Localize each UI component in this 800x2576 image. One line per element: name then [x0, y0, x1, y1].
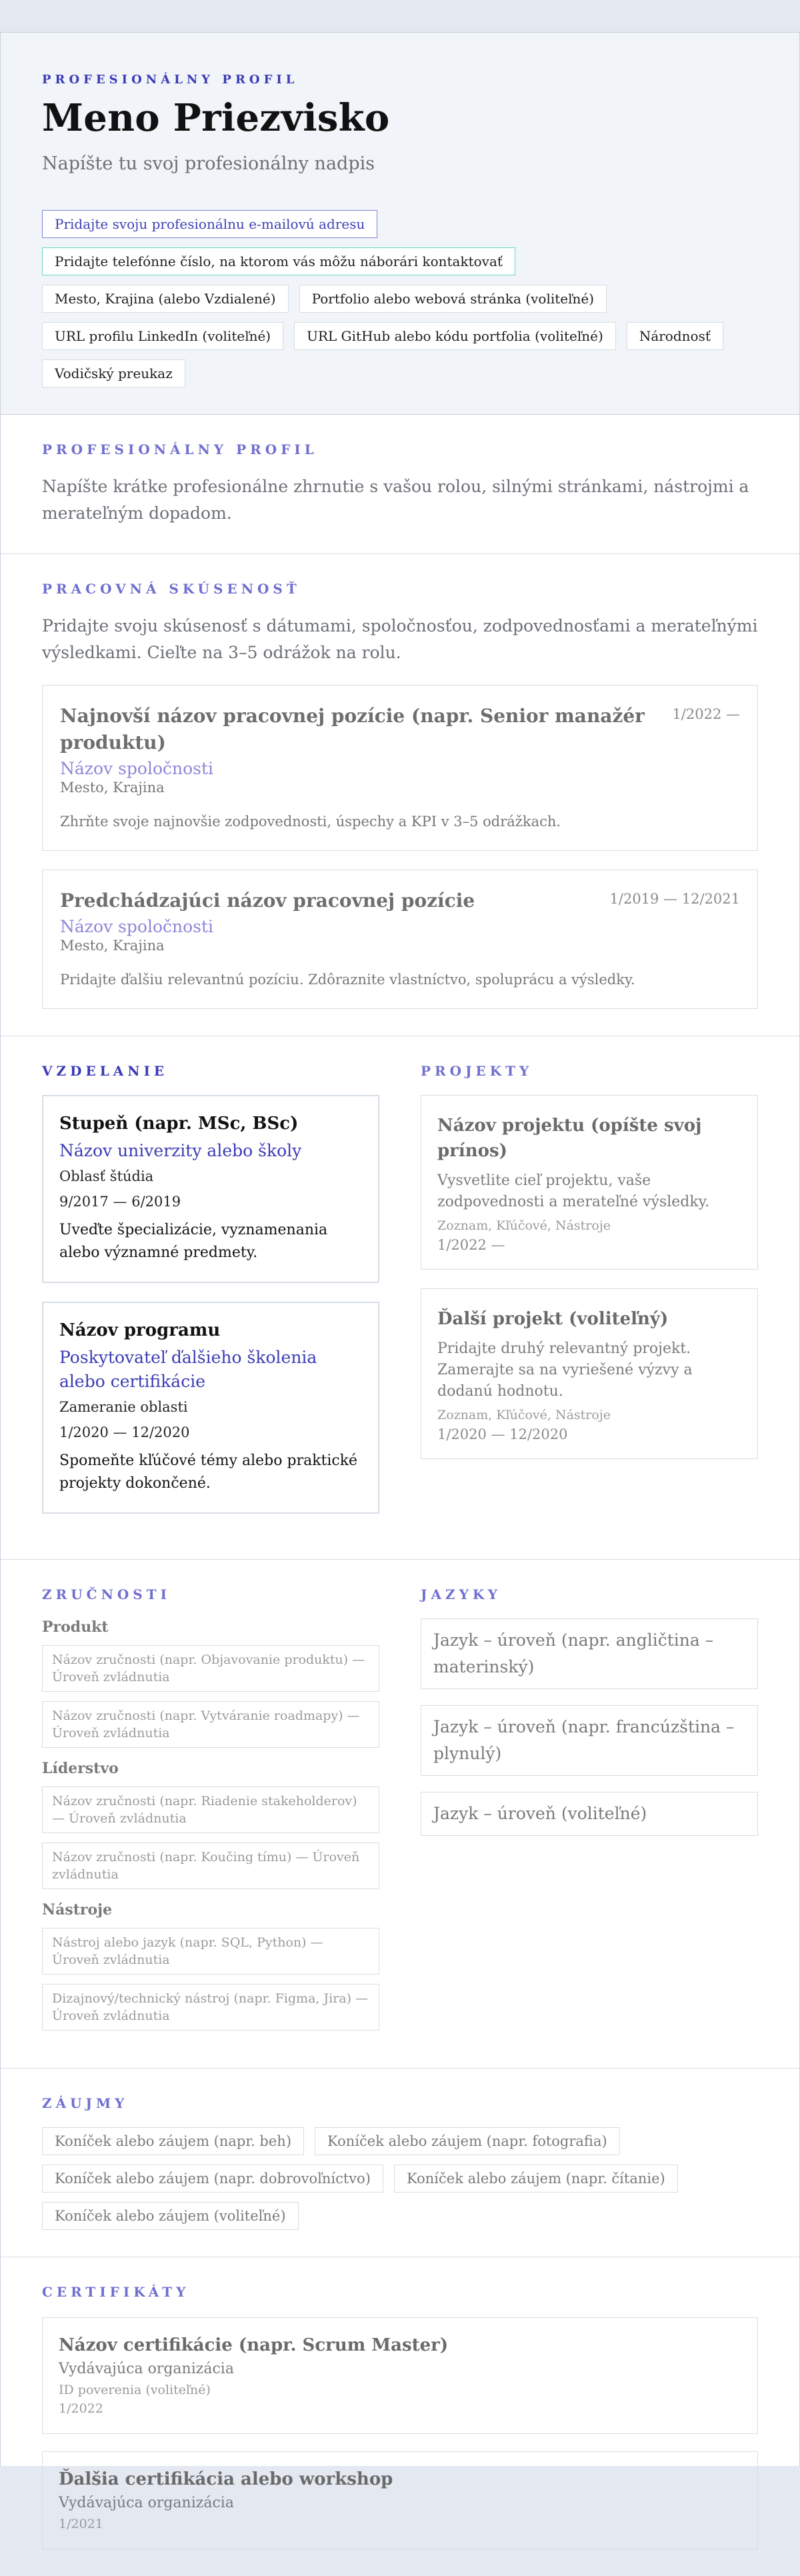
skill-item[interactable]: Názov zručnosti (napr. Vytváranie roadmapy) — Úroveň zvládnutia	[42, 1701, 379, 1748]
field-of-study: Oblasť štúdia	[59, 1168, 154, 1184]
experience-title: PRACOVNÁ SKÚSENOSŤ	[42, 581, 301, 597]
portfolio-chip[interactable]: Portfolio alebo webová stránka (voliteľné)	[299, 285, 607, 313]
nationality-chip[interactable]: Národnosť	[627, 322, 723, 350]
job-title: Predchádzajúci názov pracovnej pozície	[60, 890, 475, 912]
resume-page	[0, 32, 800, 2531]
certifications-title: CERTIFIKÁTY	[42, 2284, 190, 2300]
skill-item[interactable]: Názov zručnosti (napr. Objavovanie produktu) — Úroveň zvládnutia	[42, 1645, 379, 1692]
experience-section	[1, 554, 799, 1036]
linkedin-chip[interactable]: URL profilu LinkedIn (voliteľné)	[42, 322, 283, 350]
certification-name: Názov certifikácie (napr. Scrum Master)	[59, 2335, 449, 2355]
projects-title: PROJEKTY	[421, 1063, 533, 1079]
interest-chip[interactable]: Koníček alebo záujem (napr. čítanie)	[394, 2165, 678, 2193]
project-name: Ďalší projekt (voliteľný)	[437, 1309, 669, 1329]
language-item[interactable]: Jazyk – úroveň (napr. angličtina – materinský)	[421, 1618, 758, 1689]
drivers-license-chip[interactable]: Vodičský preukaz	[42, 359, 185, 387]
certification-id: ID poverenia (voliteľné)	[59, 2383, 211, 2397]
certification-issuer: Vydávajúca organizácia	[59, 2495, 234, 2511]
institution: Poskytovateľ ďalšieho školenia alebo certifikácie	[59, 1348, 317, 1391]
project-tags: Zoznam, Kľúčové, Nástroje	[437, 1408, 611, 1422]
job-title: Najnovší názov pracovnej pozície (napr. Senior manažér produktu)	[60, 705, 645, 754]
experience-item[interactable]	[42, 870, 758, 1009]
interest-chip[interactable]: Koníček alebo záujem (napr. dobrovoľníctvo)	[42, 2165, 383, 2193]
experience-lead[interactable]: Pridajte svoju skúsenosť s dátumami, spoločnosťou, zodpovednosťami a merateľnými výsledkami. Cieľte na 3–5 odrážok na rolu.	[42, 616, 758, 662]
skills-column	[42, 1586, 379, 2041]
experience-item-header	[60, 888, 740, 914]
skill-group	[42, 1760, 379, 1889]
education-date: 9/2017 — 6/2019	[59, 1194, 181, 1210]
contact-chips	[42, 210, 758, 387]
certification-name: Ďalšia certifikácia alebo workshop	[59, 2469, 393, 2489]
project-tags: Zoznam, Kľúčové, Nástroje	[437, 1218, 611, 1233]
project-item[interactable]	[421, 1288, 758, 1459]
education-item[interactable]	[42, 1302, 379, 1514]
skill-item[interactable]: Názov zručnosti (napr. Koučing tímu) — Úroveň zvládnutia	[42, 1842, 379, 1889]
skill-group	[42, 1618, 379, 1748]
certification-issuer: Vydávajúca organizácia	[59, 2361, 234, 2377]
job-description: Zhrňte svoje najnovšie zodpovednosti, úspechy a KPI v 3–5 odrážkach.	[60, 814, 561, 830]
profile-title: PROFESIONÁLNY PROFIL	[42, 441, 318, 457]
interests-list	[42, 2127, 758, 2230]
github-chip[interactable]: URL GitHub alebo kódu portfolia (voliteľné)	[294, 322, 616, 350]
company-name: Názov spoločnosti	[60, 917, 214, 936]
education-description: Uveďte špecializácie, vyznamenania alebo významné predmety.	[59, 1222, 328, 1261]
language-item[interactable]: Jazyk – úroveň (voliteľné)	[421, 1792, 758, 1836]
location-chip[interactable]: Mesto, Krajina (alebo Vzdialené)	[42, 285, 289, 313]
project-name: Názov projektu (opíšte svoj prínos)	[437, 1116, 702, 1161]
two-column-layout	[42, 1063, 758, 1532]
degree: Stupeň (napr. MSc, BSc)	[59, 1114, 299, 1134]
projects-column	[421, 1063, 758, 1532]
job-date: 1/2022 —	[672, 706, 740, 722]
certification-item[interactable]	[42, 2451, 758, 2549]
education-description: Spomeňte kľúčové témy alebo praktické projekty dokončené.	[59, 1452, 358, 1492]
education-projects-section	[1, 1036, 799, 1560]
interests-section	[1, 2069, 799, 2257]
interest-chip[interactable]: Koníček alebo záujem (napr. fotografia)	[315, 2127, 620, 2155]
profile-text[interactable]: Napíšte krátke profesionálne zhrnutie s vašou rolou, silnými stránkami, nástrojmi a merateľným dopadom.	[42, 477, 749, 523]
skills-title: ZRUČNOSTI	[42, 1586, 171, 1602]
institution: Názov univerzity alebo školy	[59, 1141, 302, 1160]
skills-languages-section	[1, 1560, 799, 2069]
job-description: Pridajte ďalšiu relevantnú pozíciu. Zdôraznite vlastníctvo, spoluprácu a výsledky.	[60, 972, 635, 988]
skill-item[interactable]: Názov zručnosti (napr. Riadenie stakeholderov) — Úroveň zvládnutia	[42, 1786, 379, 1833]
skill-item[interactable]: Nástroj alebo jazyk (napr. SQL, Python) — Úroveň zvládnutia	[42, 1928, 379, 1975]
hero-section	[1, 33, 799, 415]
education-title: VZDELANIE	[42, 1063, 169, 1079]
project-date: 1/2022 —	[437, 1237, 505, 1253]
two-column-layout	[42, 1586, 758, 2041]
headline: Napíšte tu svoj profesionálny nadpis	[42, 153, 375, 174]
skill-group	[42, 1901, 379, 2031]
education-column	[42, 1063, 379, 1532]
email-chip[interactable]: Pridajte svoju profesionálnu e‑mailovú adresu	[42, 210, 377, 238]
skill-group-title: Produkt	[42, 1618, 109, 1636]
languages-title: JAZYKY	[421, 1586, 501, 1602]
certification-item[interactable]	[42, 2317, 758, 2434]
skill-item[interactable]: Dizajnový/technický nástroj (napr. Figma, Jira) — Úroveň zvládnutia	[42, 1984, 379, 2031]
job-location: Mesto, Krajina	[60, 780, 165, 796]
project-description: Vysvetlite cieľ projektu, vaše zodpovednosti a merateľné výsledky.	[437, 1172, 710, 1210]
skill-group-title: Nástroje	[42, 1901, 113, 1918]
certification-date: 1/2021	[59, 2517, 103, 2531]
project-date: 1/2020 — 12/2020	[437, 1426, 568, 1442]
job-date: 1/2019 — 12/2021	[609, 891, 740, 907]
certification-date: 1/2022	[59, 2401, 103, 2416]
company-name: Názov spoločnosti	[60, 759, 214, 778]
project-description: Pridajte druhý relevantný projekt. Zamerajte sa na vyriešené výzvy a dodanú hodnotu.	[437, 1340, 693, 1400]
job-location: Mesto, Krajina	[60, 938, 165, 954]
interest-chip[interactable]: Koníček alebo záujem (voliteľné)	[42, 2202, 299, 2230]
phone-chip[interactable]: Pridajte telefónne číslo, na ktorom vás môžu náborári kontaktovať	[42, 247, 515, 275]
profile-section	[1, 415, 799, 554]
degree: Názov programu	[59, 1320, 221, 1340]
interests-title: ZÁUJMY	[42, 2095, 129, 2111]
education-date: 1/2020 — 12/2020	[59, 1424, 190, 1440]
hero-kicker: PROFESIONÁLNY PROFIL	[42, 73, 299, 87]
field-of-study: Zameranie oblasti	[59, 1399, 188, 1415]
skill-group-title: Líderstvo	[42, 1760, 119, 1777]
full-name: Meno Priezvisko	[42, 96, 390, 140]
language-item[interactable]: Jazyk – úroveň (napr. francúzština – plynulý)	[421, 1705, 758, 1776]
certifications-section	[1, 2257, 799, 2576]
experience-item-header	[60, 703, 740, 756]
education-item[interactable]	[42, 1095, 379, 1283]
interest-chip[interactable]: Koníček alebo záujem (napr. beh)	[42, 2127, 304, 2155]
project-item[interactable]	[421, 1095, 758, 1270]
languages-column	[421, 1586, 758, 2041]
experience-item[interactable]	[42, 685, 758, 851]
